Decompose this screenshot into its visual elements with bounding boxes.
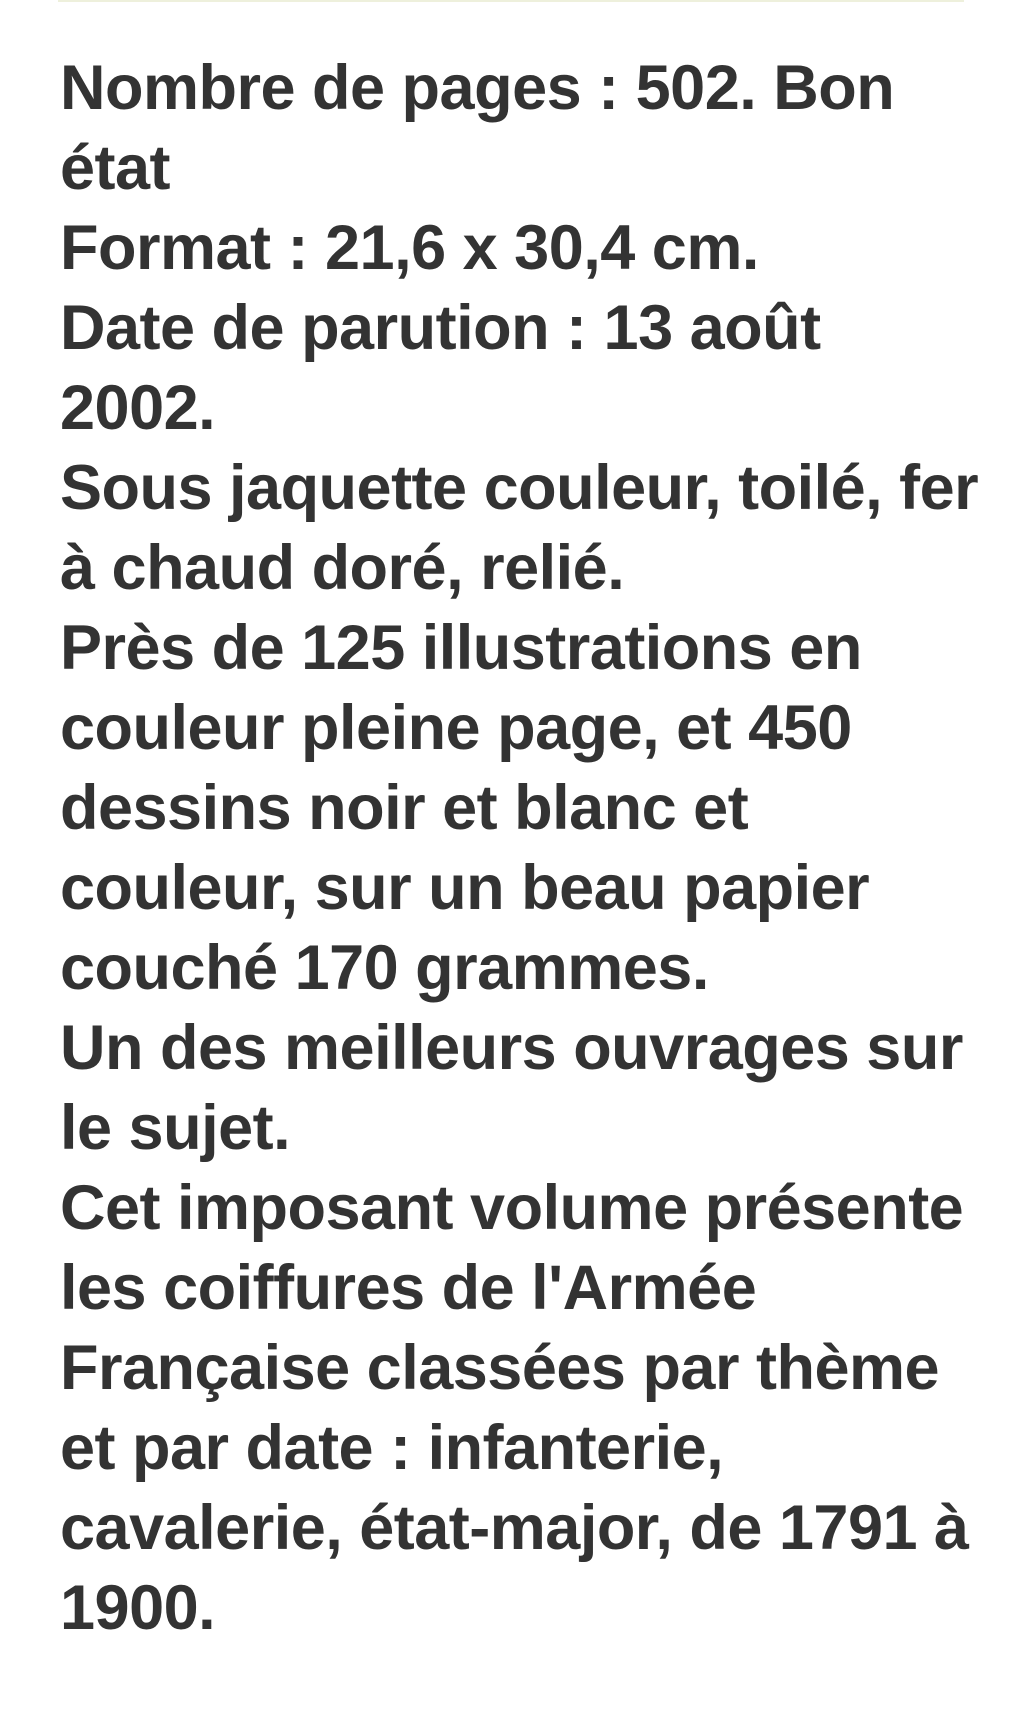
description-line: 1900. — [60, 1573, 216, 1643]
description-line: à chaud doré, relié. — [60, 533, 625, 603]
description-line: Sous jaquette couleur, toilé, fer — [60, 453, 979, 523]
description-line: dessins noir et blanc et — [60, 773, 749, 843]
description-line: le sujet. — [60, 1093, 291, 1163]
top-divider — [58, 0, 964, 2]
description-line: les coiffures de l'Armée — [60, 1253, 757, 1323]
description-line: Nombre de pages : 502. Bon — [60, 53, 895, 123]
description-line: couché 170 grammes. — [60, 933, 709, 1003]
description-line: Date de parution : 13 août — [60, 293, 821, 363]
description-line: et par date : infanterie, — [60, 1413, 724, 1483]
description-line: couleur pleine page, et 450 — [60, 693, 852, 763]
description-line: couleur, sur un beau papier — [60, 853, 870, 923]
product-description-text — [60, 48, 980, 1648]
description-line: Un des meilleurs ouvrages sur — [60, 1013, 963, 1083]
description-line: état — [60, 133, 171, 203]
description-line: Format : 21,6 x 30,4 cm. — [60, 213, 759, 283]
description-line: 2002. — [60, 373, 216, 443]
description-line: cavalerie, état-major, de 1791 à — [60, 1493, 969, 1563]
description-line: Française classées par thème — [60, 1333, 940, 1403]
description-line: Près de 125 illustrations en — [60, 613, 862, 683]
description-line: Cet imposant volume présente — [60, 1173, 964, 1243]
